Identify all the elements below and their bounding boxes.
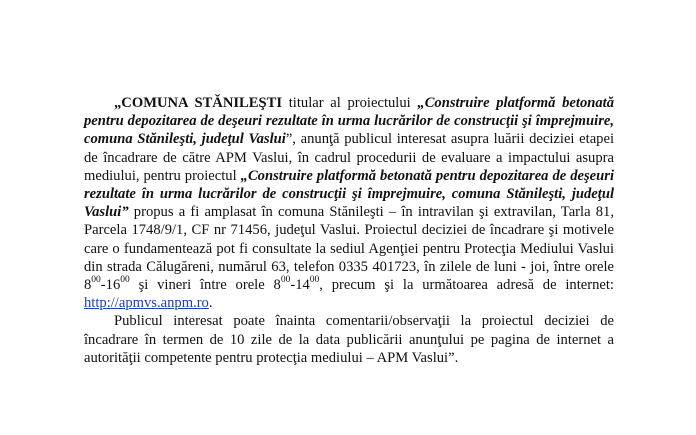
notice-text: , precum şi la următoarea adresă de internet: bbox=[319, 277, 614, 294]
notice-paragraph-2: Publicul interesat poate înainta comentarii/observaţii la proiectul deciziei de încadrare în termen de 10 zile de la data publicării anunţului pe pagina de internet a autorităţii competente pentru protecţia mediului – APM Vaslui”. bbox=[84, 313, 614, 366]
apm-website-link[interactable]: http://apmvs.anpm.ro bbox=[84, 295, 209, 312]
notice-text: -14 bbox=[290, 277, 310, 294]
time-superscript: 00 bbox=[120, 275, 130, 286]
time-superscript: 00 bbox=[91, 275, 101, 286]
notice-paragraph-1 bbox=[84, 94, 614, 312]
company-name: „COMUNA STĂNILEŞTI bbox=[114, 95, 283, 111]
project-title: „Construire platformă betonată pentru depozitarea de deşeuri rezultate în urma lucrărilor de construcţii şi împrejmuire, comuna Stănileşti, judeţul Vaslui” bbox=[84, 167, 614, 221]
notice-text: titular al proiectului bbox=[282, 95, 418, 111]
public-notice bbox=[84, 94, 614, 367]
notice-text: propus a fi amplasat în comuna Stănileşti – în intravilan şi extravilan, Tarla 81, Parcela 1748/9/1, CF nr 71456, judeţul Vaslui. Proiectul deciziei de încadrare şi motivele care o fundamentează pot fi consultate la sediul Agenţiei pentru Protecţia Mediului Vaslui din strada Călugăreni, numărul 63, telefon 0335 401723, în zilele de luni - joi, între orele 8 bbox=[84, 204, 614, 294]
notice-text: . bbox=[208, 295, 213, 312]
time-superscript: 00 bbox=[309, 275, 320, 286]
notice-text: ”, anunţă publicul interesat asupra luării deciziei etapei de încadrare de către APM Vaslui, în cadrul procedurii de evaluare a impactului asupra mediului, pentru proiectul bbox=[84, 131, 614, 184]
notice-text: -16 bbox=[100, 277, 121, 294]
time-superscript: 00 bbox=[280, 275, 291, 286]
project-title: „Construire platformă betonată pentru depozitarea de deşeuri rezultate în urma lucrărilor de construcţii şi împrejmuire, comuna Stănileşti, judeţul Vaslui bbox=[84, 95, 615, 148]
notice-text: şi vineri între orele 8 bbox=[129, 277, 281, 294]
